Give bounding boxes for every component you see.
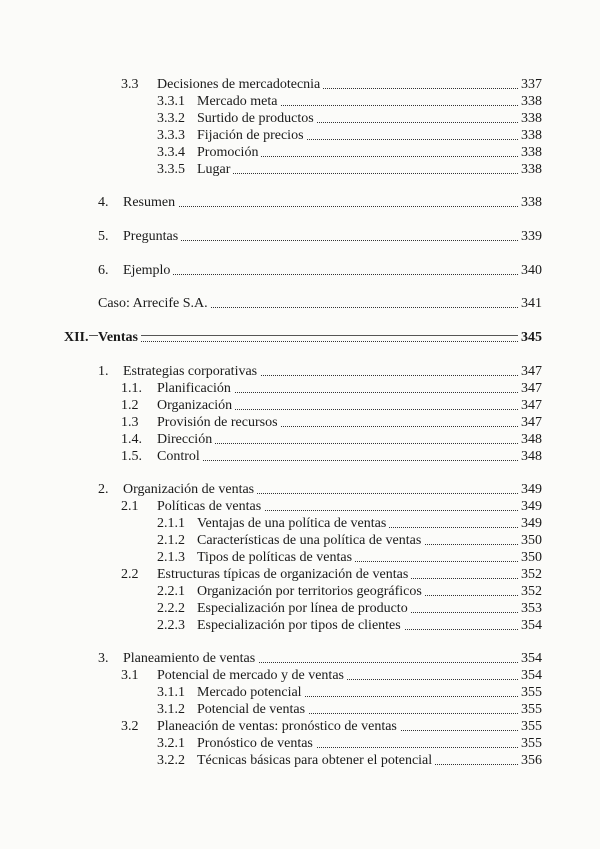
toc-entry-number: 3.3.3 [157,128,185,143]
toc-entry-page-number: 339 [518,228,542,245]
toc-entry-number: 2.1.2 [157,533,185,548]
toc-entry-number: 3.3.5 [157,162,185,177]
toc-entry [0,414,600,431]
toc-entry-number: 3.2.2 [157,753,185,768]
toc-entry-title: Tipos de políticas de ventas [197,549,355,566]
dot-leader [102,341,518,342]
toc-entry-page-number: 352 [518,566,542,583]
toc-entry-title: Planificación [157,380,234,397]
toc-entry-page-number: 347 [518,363,542,380]
toc-entry-page-number: 355 [518,718,542,735]
toc-entry [0,684,600,701]
toc-entry-page-number: 350 [518,532,542,549]
toc-entry-title: Decisiones de mercadotecnia [157,76,323,93]
toc-entry [0,718,600,735]
toc-entry-title: Ventas [98,329,141,346]
toc-entry [0,127,600,144]
toc-entry [0,110,600,127]
toc-entry-title: Pronóstico de ventas [197,735,316,752]
toc-entry-page-number: 354 [518,617,542,634]
toc-entry [0,515,600,532]
toc-entry-page-number: 338 [518,127,542,144]
toc-entry-title: Potencial de ventas [197,701,308,718]
toc-entry-page-number: 350 [518,549,542,566]
toc-entry-number: 1.5. [121,449,142,464]
toc-entry-number: 2. [98,482,109,497]
toc-entry-number: 3.3.2 [157,111,185,126]
toc-entry-title: Estrategias corporativas [123,363,260,380]
toc-entry [0,566,600,583]
toc-entry-number: XII. [64,330,89,345]
toc-entry-page-number: 349 [518,481,542,498]
toc-entry-number: 2.2 [121,567,139,582]
dot-leader [127,240,518,241]
toc-entry-page-number: 349 [518,498,542,515]
toc-entry-title: Mercado potencial [197,684,305,701]
toc-entry [0,161,600,178]
toc-entry-title: Resumen [123,194,178,211]
toc-entry-page-number: 345 [518,329,542,346]
toc-entry [0,600,600,617]
toc-entry-page-number: 352 [518,583,542,600]
toc-entry-page-number: 338 [518,144,542,161]
toc-entry [0,380,600,397]
toc-entry-page-number: 340 [518,262,542,279]
toc-entry-number: 5. [98,229,109,244]
toc-entry-title: Organización de ventas [123,481,257,498]
toc-entry-number: 6. [98,263,109,278]
toc-entry [0,228,600,245]
toc-entry-page-number: 354 [518,650,542,667]
dot-leader [161,460,518,461]
dot-leader [201,173,518,174]
toc-entry-page-number: 355 [518,701,542,718]
toc-entry [0,532,600,549]
toc-entry-page-number: 355 [518,684,542,701]
toc-entry-title: Caso: Arrecife S.A. [98,295,211,312]
toc-entry-title: Lugar [197,161,233,178]
toc-entry-number: 2.1.3 [157,550,185,565]
toc-chapter-entry [0,329,600,346]
toc-entry-title: Planeación de ventas: pronóstico de ventas [157,718,400,735]
toc-entry-page-number: 349 [518,515,542,532]
toc-entry-title: Políticas de ventas [157,498,264,515]
toc-entry [0,448,600,465]
toc-entry-number: 1.3 [121,415,139,430]
toc-entry-number: 1.2 [121,398,139,413]
toc-entry [0,363,600,380]
toc-entry-number: 2.2.2 [157,601,185,616]
toc-entry-title: Estructuras típicas de organización de ventas [157,566,411,583]
toc-entry-page-number: 347 [518,397,542,414]
toc-entry-title: Potencial de mercado y de ventas [157,667,347,684]
dot-leader [127,206,518,207]
toc-entry-title: Mercado meta [197,93,280,110]
toc-entry-number: 3. [98,651,109,666]
toc-entry-page-number: 348 [518,431,542,448]
toc-entry-title: Especialización por línea de producto [197,600,411,617]
toc-entry [0,549,600,566]
toc-entry [0,262,600,279]
toc-entry-number: 3.3.4 [157,145,185,160]
toc-entry-title: Surtido de productos [197,110,317,127]
toc-entry-title: Ventajas de una política de ventas [197,515,389,532]
toc-entry [0,76,600,93]
toc-entry [0,194,600,211]
toc-entry [0,752,600,769]
toc-entry-number: 2.1.1 [157,516,185,531]
toc-entry-number: 3.1 [121,668,139,683]
toc-entry-page-number: 338 [518,194,542,211]
toc-entry [0,701,600,718]
toc-entry-page-number: 338 [518,93,542,110]
toc-entry [0,431,600,448]
toc-entry-title: Promoción [197,144,261,161]
toc-entry-number: 3.3.1 [157,94,185,109]
toc-entry-title: Características de una política de ventas [197,532,424,549]
toc-entry-page-number: 347 [518,414,542,431]
toc-entry-page-number: 348 [518,448,542,465]
toc-entry-title: Organización por territorios geográficos [197,583,425,600]
toc-entry-number: 2.2.3 [157,618,185,633]
toc-entry-number: 3.1.2 [157,702,185,717]
toc-entry [0,650,600,667]
toc-entry-title: Ejemplo [123,262,173,279]
toc-entry-title: Planeamiento de ventas [123,650,258,667]
toc-entry-number: 3.2 [121,719,139,734]
toc-entry-number: 4. [98,195,109,210]
toc-entry-title: Dirección [157,431,215,448]
toc-entry-title: Especialización por tipos de clientes [197,617,404,634]
toc-entry-page-number: 341 [518,295,542,312]
toc-entry-page-number: 355 [518,735,542,752]
toc-entry-title: Preguntas [123,228,181,245]
toc-entry [0,144,600,161]
toc-entry-page-number: 338 [518,161,542,178]
toc-entry-number: 3.3 [121,77,139,92]
toc-entry [0,498,600,515]
toc-entry-number: 3.1.1 [157,685,185,700]
toc-entry-page-number: 354 [518,667,542,684]
toc-entry-title: Control [157,448,203,465]
toc-entry-number: 1. [98,364,109,379]
toc-entry-page-number: 353 [518,600,542,617]
toc-entry [0,93,600,110]
toc-entry-title: Fijación de precios [197,127,307,144]
toc-entry-number: 2.1 [121,499,139,514]
toc-entry-number: 1.1. [121,381,142,396]
toc-entry-page-number: 337 [518,76,542,93]
toc-entry-title: Técnicas básicas para obtener el potencial [197,752,435,769]
toc-entry [0,481,600,498]
toc-entry-number: 1.4. [121,432,142,447]
toc-entry [0,617,600,634]
toc-entry-page-number: 338 [518,110,542,127]
toc-entry-number: 3.2.1 [157,736,185,751]
toc-entry-page-number: 347 [518,380,542,397]
toc-entry-number: 2.2.1 [157,584,185,599]
toc-entry [0,397,600,414]
toc-entry-title: Provisión de recursos [157,414,281,431]
toc-entry-title: Organización [157,397,235,414]
dot-leader [127,274,518,275]
toc-entry-page-number: 356 [518,752,542,769]
toc-entry [0,735,600,752]
toc-entry [0,295,600,312]
toc-entry [0,667,600,684]
toc-entry [0,583,600,600]
